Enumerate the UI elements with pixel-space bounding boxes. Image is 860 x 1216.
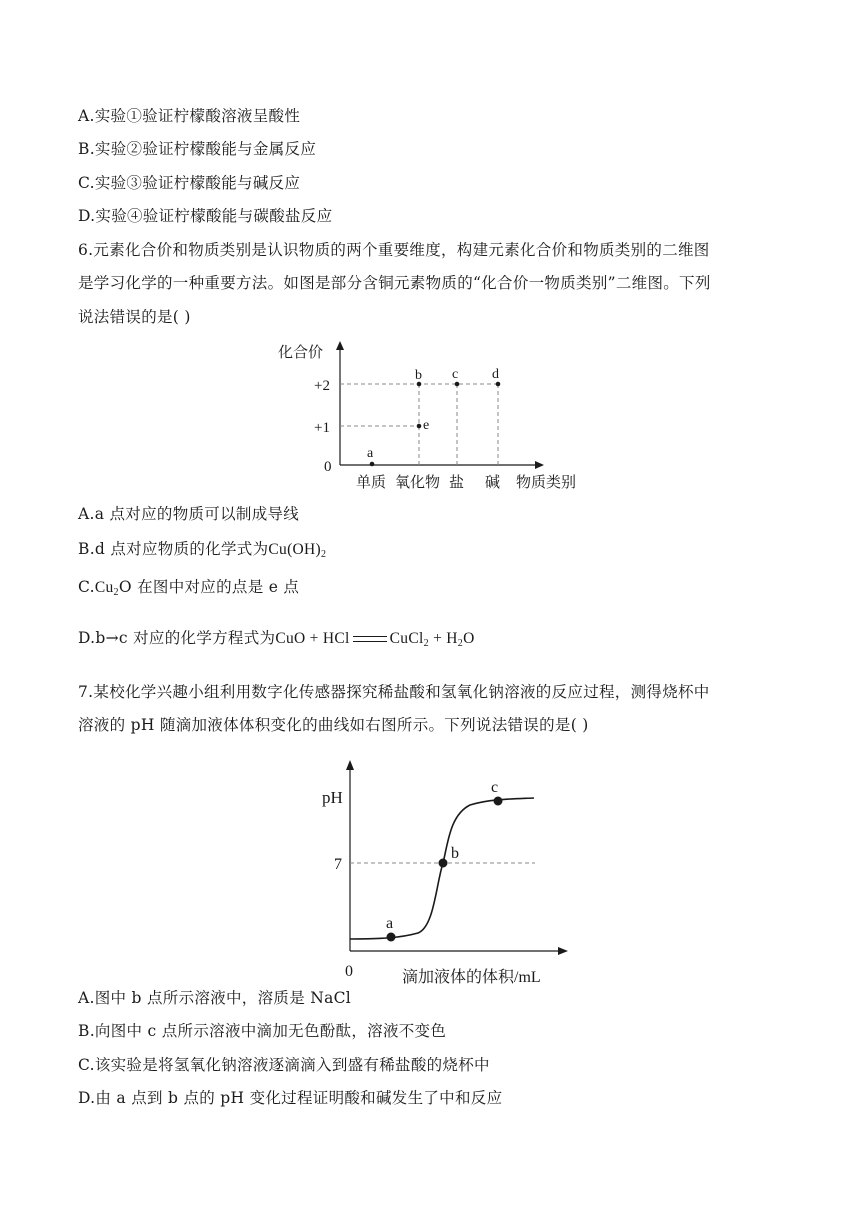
q6-option-d-rhs1-sub: 2 xyxy=(423,638,429,649)
q6-option-c-rest: O 在图中对应的点是 e 点 xyxy=(118,578,300,596)
q7-option-c: C.该实验是将氢氧化钠溶液逐滴滴入到盛有稀盐酸的烧杯中 xyxy=(78,1056,490,1074)
q7-point-a xyxy=(387,933,396,942)
q7-option-d: D.由 a 点到 b 点的 pH 变化过程证明酸和碱发生了中和反应 xyxy=(78,1089,503,1107)
q6-option-b-formula: Cu(OH) xyxy=(268,541,321,558)
q7-option-b: B.向图中 c 点所示溶液中滴加无色酚酞，溶液不变色 xyxy=(78,1022,447,1040)
q6-option-b-sub: 2 xyxy=(320,549,327,560)
q6-option-b-prefix: B.d 点对应物质的化学式为 xyxy=(78,540,269,558)
q7-point-c xyxy=(494,797,503,806)
q6-option-c xyxy=(78,576,299,599)
q7-y-axis-label: pH xyxy=(322,788,343,807)
q6-y-arrow xyxy=(336,341,344,350)
q7-ph-curve xyxy=(350,798,534,939)
q6-x-arrow xyxy=(535,461,544,469)
q7-y-tick-7: 7 xyxy=(334,856,342,873)
q6-point-c-label: c xyxy=(452,367,459,382)
q6-option-d-prefix: D.b→c 对应的化学方程式为 xyxy=(78,629,276,647)
q6-stem-line3: 说法错误的是( ) xyxy=(78,308,191,326)
q6-option-d xyxy=(78,627,475,650)
q5-option-c: C.实验③验证柠檬酸能与碱反应 xyxy=(78,174,301,192)
q6-option-c-prefix: C. xyxy=(78,578,95,596)
q6-valence-chart xyxy=(270,335,590,495)
q6-point-a-label: a xyxy=(367,446,374,461)
q6-x-axis-label: 物质类别 xyxy=(516,475,577,491)
q7-y-arrow xyxy=(346,760,354,770)
q6-x-cat-element: 单质 xyxy=(356,475,387,491)
q7-origin-label: 0 xyxy=(345,963,353,980)
q7-stem-line2: 溶液的 pH 随滴加液体体积变化的曲线如右图所示。下列说法错误的是( ) xyxy=(78,716,589,734)
q6-option-a: A.a 点对应的物质可以制成导线 xyxy=(78,505,300,523)
q6-option-d-rhs1: CuCl xyxy=(389,630,424,647)
q6-point-e-label: e xyxy=(423,418,430,433)
q6-point-a xyxy=(370,462,375,467)
q6-point-e xyxy=(417,424,422,429)
q6-y-axis-label: 化合价 xyxy=(278,345,324,361)
q6-option-c-sub: 2 xyxy=(113,587,119,598)
q6-y-tick-plus2: +2 xyxy=(314,378,330,394)
q7-option-a: A.图中 b 点所示溶液中，溶质是 NaCl xyxy=(78,989,352,1007)
q6-point-d xyxy=(496,382,501,387)
q6-x-cat-salt: 盐 xyxy=(449,475,465,491)
q7-point-a-label: a xyxy=(386,915,394,932)
q6-option-d-rhs2-end: O xyxy=(463,630,475,647)
q5-option-d: D.实验④验证柠檬酸能与碳酸盐反应 xyxy=(78,207,333,225)
q7-ph-chart xyxy=(310,755,580,990)
q6-option-d-rhs2-sub: 2 xyxy=(457,638,464,649)
q6-option-c-formula: Cu xyxy=(94,579,114,596)
q6-point-b-label: b xyxy=(415,368,422,383)
q7-point-b-label: b xyxy=(451,845,459,862)
q7-x-axis-label: 滴加液体的体积/mL xyxy=(402,969,541,986)
q6-option-d-lhs: CuO + HCl xyxy=(275,630,350,647)
q6-stem-line1: 6.元素化合价和物质类别是认识物质的两个重要维度，构建元素化合价和物质类别的二维图 xyxy=(78,241,710,259)
q6-y-tick-zero: 0 xyxy=(324,459,332,475)
q6-option-d-plus: + H xyxy=(428,630,458,647)
q7-x-arrow xyxy=(558,947,568,955)
q5-option-a: A.实验①验证柠檬酸溶液呈酸性 xyxy=(78,107,301,125)
q6-stem-line2: 是学习化学的一种重要方法。如图是部分含铜元素物质的“化合价一物质类别”二维图。下列 xyxy=(78,274,711,292)
q7-stem-line1: 7.某校化学兴趣小组利用数字化传感器探究稀盐酸和氢氧化钠溶液的反应过程，测得烧杯中 xyxy=(78,683,710,701)
q6-option-b xyxy=(78,538,326,561)
q6-x-cat-oxide: 氧化物 xyxy=(395,475,441,491)
q6-x-cat-base: 碱 xyxy=(485,475,501,491)
q6-y-tick-plus1: +1 xyxy=(314,420,330,436)
q6-point-d-label: d xyxy=(492,367,499,382)
q6-point-c xyxy=(455,382,460,387)
q5-option-b: B.实验②验证柠檬酸能与金属反应 xyxy=(78,140,317,158)
q7-point-b xyxy=(439,859,448,868)
q6-option-d-equals-sign xyxy=(353,636,387,642)
q7-point-c-label: c xyxy=(491,779,499,796)
